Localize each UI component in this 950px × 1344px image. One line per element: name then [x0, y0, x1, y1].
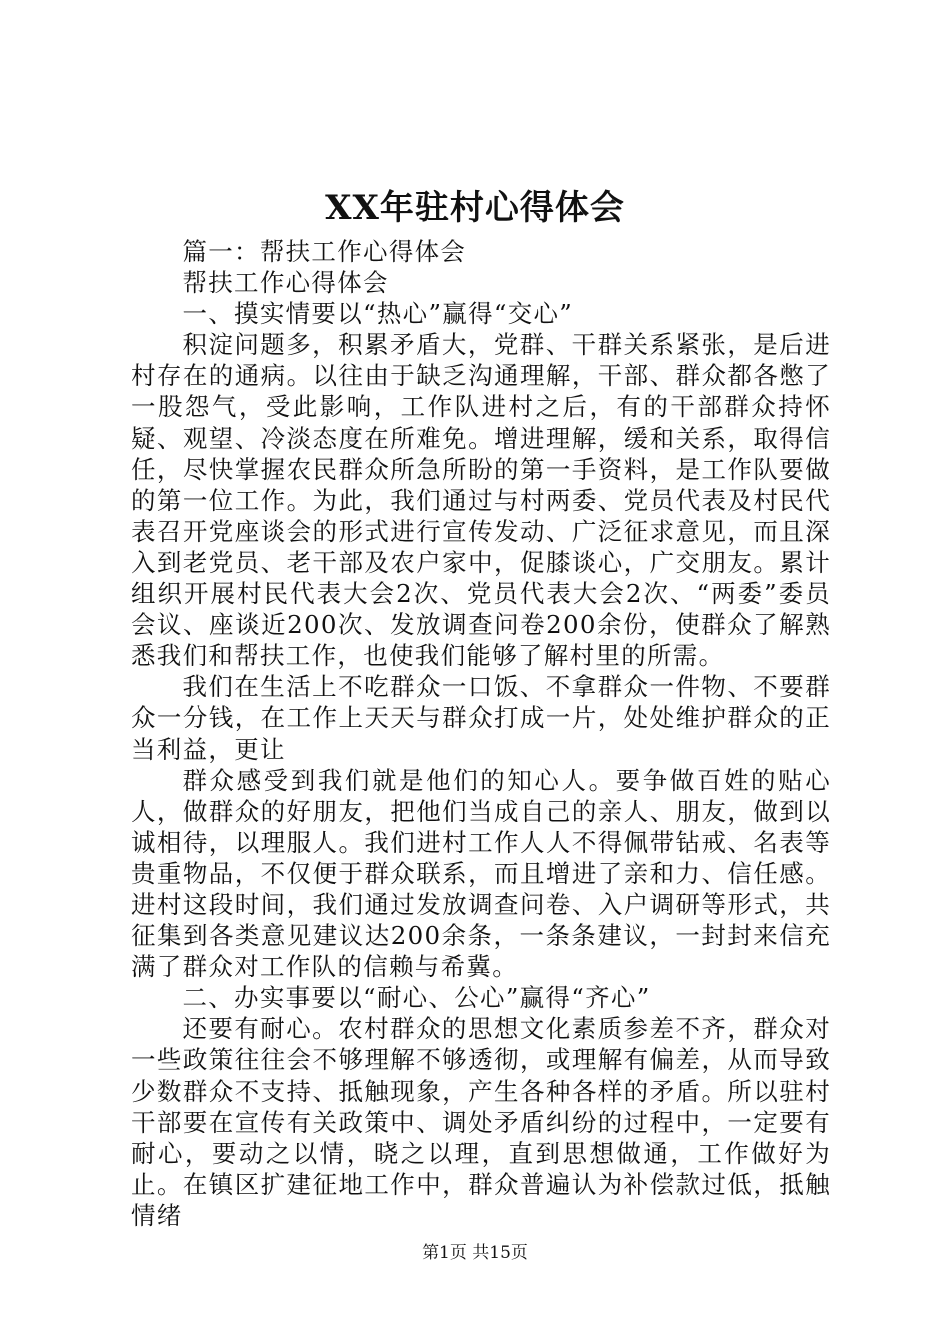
- document-body: [131, 236, 831, 1231]
- point-heading: 二、办实事要以“耐心、公心”赢得“齐心”: [182, 983, 651, 1013]
- point-heading: 一、摸实情要以“热心”赢得“交心”: [182, 299, 574, 329]
- body-paragraph: 我们在生活上不吃群众一口饭、不拿群众一件物、不要群众一分钱，在工作上天天与群众打成一片，处处维护群众的正当利益，更让: [131, 672, 831, 764]
- section-heading: 篇一：帮扶工作心得体会: [182, 237, 467, 266]
- body-paragraph: 积淀问题多，积累矛盾大，党群、干群关系紧张，是后进村存在的通病。以往由于缺乏沟通理解，干部、群众都各憋了一股怨气，受此影响，工作队进村之后，有的干部群众持怀疑、观望、冷淡态度在所难免。增进理解，缓和关系，取得信任，尽快掌握农民群众所急所盼的第一手资料，是工作队要做的第一位工作。为此，我们通过与村两委、党员代表及村民代表召开党座谈会的形式进行宣传发动、广泛征求意见，而且深入到老党员、老干部及农户家中，促膝谈心，广交朋友。累计组织开展村民代表大会2次、党员代表大会2次、“两委”委员会议、座谈近200次、发放调查问卷200余份，使群众了解熟悉我们和帮扶工作，也使我们能够了解村里的所需。: [131, 330, 831, 671]
- subsection-heading: 帮扶工作心得体会: [182, 268, 389, 298]
- document-title: XX年驻村心得体会: [325, 188, 625, 228]
- body-paragraph: 还要有耐心。农村群众的思想文化素质参差不齐，群众对一些政策往往会不够理解不够透彻，或理解有偏差，从而导致少数群众不支持、抵触现象，产生各种各样的矛盾。所以驻村干部要在宣传有关政策中、调处矛盾纠纷的过程中，一定要有耐心，要动之以情，晓之以理，直到思想做通，工作做好为止。在镇区扩建征地工作中，群众普遍认为补偿款过低，抵触情绪: [131, 1014, 831, 1230]
- body-paragraph: 群众感受到我们就是他们的知心人。要争做百姓的贴心人，做群众的好朋友，把他们当成自己的亲人、朋友，做到以诚相待，以理服人。我们进村工作人人不得佩带钻戒、名表等贵重物品，不仅便于群众联系，而且增进了亲和力、信任感。进村这段时间，我们通过发放调查问卷、入户调研等形式，共征集到各类意见建议达200余条，一条条建议，一封封来信充满了群众对工作队的信赖与希冀。: [131, 765, 831, 982]
- page-number: 第1页 共15页: [422, 1243, 528, 1263]
